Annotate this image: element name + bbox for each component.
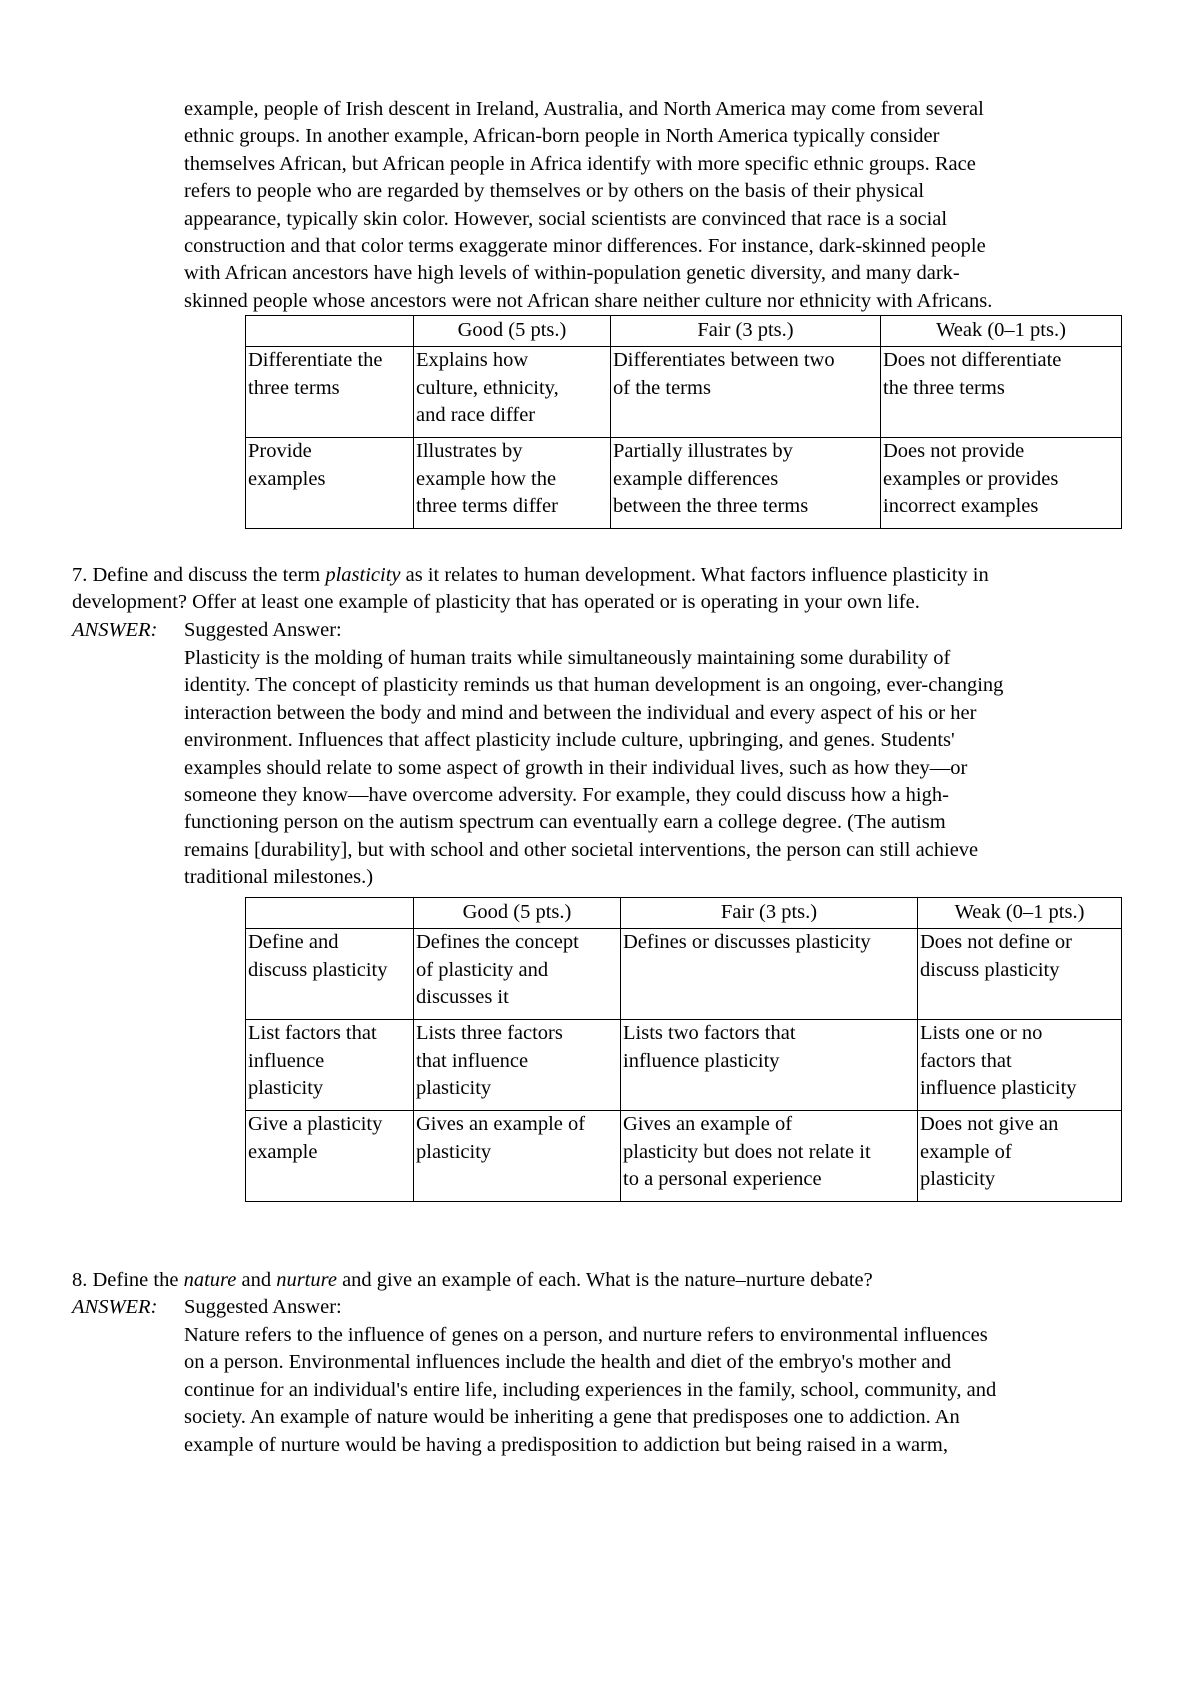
answer-label: ANSWER: [72, 619, 158, 641]
cell-text-line: discuss plasticity [248, 958, 388, 981]
cell-text-line: plasticity [248, 1077, 324, 1100]
cell-text-line: Give a plasticity [248, 1113, 383, 1136]
table-row [246, 347, 1122, 438]
fair-cell [611, 438, 881, 529]
text-line: appearance, typically skin color. However, social scientists are convinced that race is a social [184, 207, 948, 230]
cell-text-line: and race differ [416, 404, 536, 427]
header-cell-fair: Fair (3 pts.) [611, 316, 881, 347]
cell-text-line: incorrect examples [883, 495, 1039, 518]
answer-header-q8 [72, 1294, 342, 1321]
cell-text-line: Partially illustrates by [613, 440, 793, 463]
cell-text-line: Lists two factors that [623, 1022, 796, 1045]
good-cell [414, 438, 611, 529]
answer-paragraph-q8 [184, 1322, 1144, 1459]
question-number: 7. [72, 564, 88, 586]
cell-text-line: plasticity [416, 1140, 492, 1163]
text-line: examples should relate to some aspect of growth in their individual lives, such as how they—or [184, 756, 968, 779]
criterion-cell [246, 1020, 414, 1111]
cell-text-line: influence plasticity [623, 1049, 780, 1072]
key-term: plasticity [325, 564, 401, 586]
header-cell-weak: Weak (0–1 pts.) [881, 316, 1122, 347]
answer-paragraph-q7 [184, 645, 1144, 892]
text-line: environment. Influences that affect plasticity include culture, upbringing, and genes. Students' [184, 729, 955, 752]
cell-text-line: Provide [248, 440, 312, 463]
question-number: 8. [72, 1269, 88, 1291]
weak-cell [918, 1020, 1122, 1111]
header-cell-good: Good (5 pts.) [414, 898, 621, 929]
criterion-cell [246, 929, 414, 1020]
cell-text-line: examples or provides [883, 467, 1059, 490]
text-line: on a person. Environmental influences include the health and diet of the embryo's mother and [184, 1351, 952, 1374]
cell-text-line: the three terms [883, 376, 1005, 399]
cell-text-line: three terms [248, 376, 340, 399]
good-cell [414, 1111, 621, 1202]
text-line: interaction between the body and mind and between the individual and every aspect of his or her [184, 701, 977, 724]
question-7: 7. Define and discuss the term plasticity as it relates to human development. What factors influence plasticity in development? Offer at least one example of plasticity that has operated or is operating in your own life. [72, 564, 989, 614]
table-header-row [246, 316, 1122, 347]
cell-text-line: Defines or discusses plasticity [623, 931, 871, 954]
cell-text-line: Differentiates between two [613, 349, 835, 372]
cell-text-line: factors that [920, 1049, 1012, 1072]
table-row [246, 929, 1122, 1020]
cell-text-line: Define and [248, 931, 339, 954]
text-line: example of nurture would be having a predisposition to addiction but being raised in a warm, [184, 1433, 949, 1456]
text-line: construction and that color terms exaggerate minor differences. For instance, dark-skinned people [184, 235, 986, 258]
cell-text-line: that influence [416, 1049, 529, 1072]
header-cell-fair: Fair (3 pts.) [621, 898, 918, 929]
text-line: Nature refers to the influence of genes on a person, and nurture refers to environmental influences [184, 1324, 988, 1346]
cell-text-line: Differentiate the [248, 349, 383, 372]
cell-text-line: plasticity but does not relate it [623, 1140, 871, 1163]
rubric-table-q6 [245, 315, 1122, 529]
cell-text-line: example differences [613, 467, 779, 490]
text-line: functioning person on the autism spectrum can eventually earn a college degree. (The autism [184, 811, 946, 834]
cell-text-line: culture, ethnicity, [416, 376, 559, 399]
cell-text-line: Gives an example of [416, 1113, 586, 1136]
cell-text-line: discusses it [416, 986, 509, 1009]
header-cell-empty [246, 898, 414, 929]
good-cell [414, 347, 611, 438]
cell-text-line: Explains how [416, 349, 529, 372]
cell-text-line: Does not give an [920, 1113, 1059, 1136]
cell-text-line: of plasticity and [416, 958, 549, 981]
text-line: ethnic groups. In another example, African-born people in North America typically consider [184, 125, 940, 148]
cell-text-line: influence [248, 1049, 325, 1072]
cell-text-line: Illustrates by [416, 440, 523, 463]
weak-cell [881, 347, 1122, 438]
cell-text-line: three terms differ [416, 495, 558, 518]
weak-cell [881, 438, 1122, 529]
cell-text-line: Does not provide [883, 440, 1025, 463]
cell-text-line: Gives an example of [623, 1113, 793, 1136]
cell-text-line: example how the [416, 467, 557, 490]
criterion-cell [246, 347, 414, 438]
answer-intro: Suggested Answer: [184, 1296, 342, 1318]
answer-intro: Suggested Answer: [184, 619, 342, 641]
rubric-table-q7 [245, 897, 1122, 1202]
header-cell-good: Good (5 pts.) [414, 316, 611, 347]
text-line: society. An example of nature would be inheriting a gene that predisposes one to addiction. An [184, 1406, 960, 1429]
table-row [246, 1020, 1122, 1111]
fair-cell [621, 929, 918, 1020]
cell-text-line: between the three terms [613, 495, 809, 518]
text-line: with African ancestors have high levels of within-population genetic diversity, and many dark- [184, 262, 960, 285]
cell-text-line: plasticity [920, 1168, 996, 1191]
text-line: skinned people whose ancestors were not African share neither culture nor ethnicity with Africans. [184, 289, 993, 312]
text-line: someone they know—have overcome adversity. For example, they could discuss how a high- [184, 784, 949, 807]
key-term: nurture [276, 1269, 337, 1291]
table-row [246, 1111, 1122, 1202]
table-header-row [246, 898, 1122, 929]
cell-text-line: discuss plasticity [920, 958, 1060, 981]
cell-text-line: examples [248, 467, 326, 490]
table-row [246, 438, 1122, 529]
weak-cell [918, 1111, 1122, 1202]
text-line: identity. The concept of plasticity reminds us that human development is an ongoing, ever-changing [184, 674, 1004, 697]
cell-text-line: Lists three factors [416, 1022, 563, 1045]
text-line: Plasticity is the molding of human traits while simultaneously maintaining some durability of [184, 647, 951, 669]
cell-text-line: List factors that [248, 1022, 377, 1045]
intro-paragraph [184, 96, 1144, 315]
cell-text-line: example [248, 1140, 318, 1163]
text-line: continue for an individual's entire life, including experiences in the family, school, community, and [184, 1378, 997, 1401]
cell-text-line: Does not define or [920, 931, 1072, 954]
key-term: nature [183, 1269, 237, 1291]
cell-text-line: influence plasticity [920, 1077, 1077, 1100]
cell-text-line: to a personal experience [623, 1168, 822, 1191]
text-line: themselves African, but African people in Africa identify with more specific ethnic groups. Race [184, 152, 976, 175]
text-line: refers to people who are regarded by themselves or by others on the basis of their physical [184, 180, 925, 203]
text-line: remains [durability], but with school and other societal interventions, the person can still achieve [184, 838, 979, 861]
good-cell [414, 929, 621, 1020]
cell-text-line: plasticity [416, 1077, 492, 1100]
cell-text-line: Lists one or no [920, 1022, 1043, 1045]
text-line: example, people of Irish descent in Ireland, Australia, and North America may come from several [184, 98, 984, 120]
cell-text-line: example of [920, 1140, 1012, 1163]
question-8: 8. Define the nature and nurture and give an example of each. What is the nature–nurture debate? [72, 1269, 873, 1291]
fair-cell [611, 347, 881, 438]
header-cell-weak: Weak (0–1 pts.) [918, 898, 1122, 929]
fair-cell [621, 1111, 918, 1202]
text-line: traditional milestones.) [184, 866, 374, 889]
good-cell [414, 1020, 621, 1111]
criterion-cell [246, 438, 414, 529]
header-cell-empty [246, 316, 414, 347]
criterion-cell [246, 1111, 414, 1202]
weak-cell [918, 929, 1122, 1020]
cell-text-line: Does not differentiate [883, 349, 1062, 372]
cell-text-line: of the terms [613, 376, 711, 399]
answer-label: ANSWER: [72, 1296, 158, 1318]
fair-cell [621, 1020, 918, 1111]
answer-header-q7 [72, 617, 342, 644]
cell-text-line: Defines the concept [416, 931, 579, 954]
